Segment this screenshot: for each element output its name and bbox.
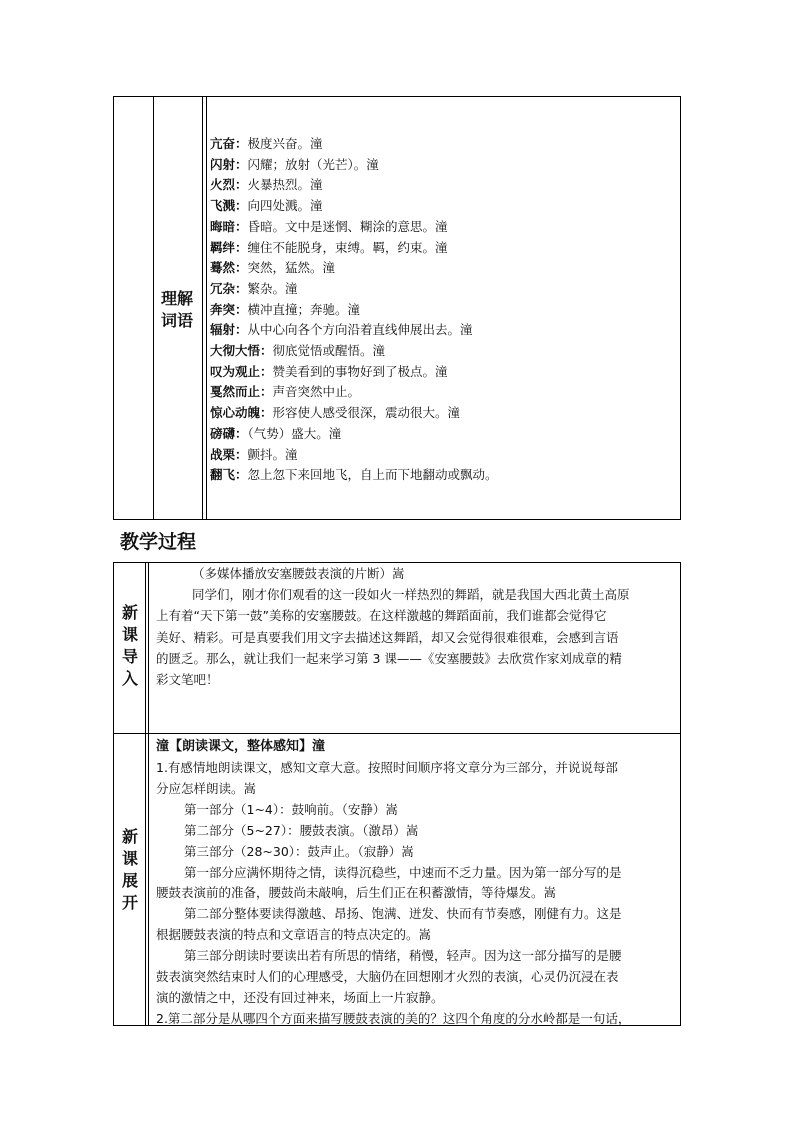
vocab-mark: 潼 xyxy=(285,280,298,296)
vocab-entry xyxy=(210,320,680,340)
vocab-mark: 潼 xyxy=(285,446,298,462)
develop-line: 第一部分应满怀期待之情，读得沉稳些，中速而不乏力量。因为第一部分写的是 xyxy=(184,864,622,880)
develop-label: 新 课 展 开 xyxy=(121,827,138,912)
develop-line: 鼓表演突然结束时人们的心理感受，大脑仍在回想刚才火烈的表演，心灵仍沉浸在表 xyxy=(156,969,619,984)
vocab-term: 飞溅： xyxy=(210,198,248,214)
vocab-definition: 彻底觉悟或醒悟。 xyxy=(272,343,373,358)
vocab-mark: 潼 xyxy=(460,322,473,338)
vocab-entry xyxy=(210,134,680,154)
vocab-term: 大彻大悟： xyxy=(210,343,273,358)
vocab-definition: 昏暗。文中是迷惘、糊涂的意思。 xyxy=(247,218,436,234)
develop-line: 根据腰鼓表演的特点和文章语言的特点决定的。嵩 xyxy=(156,927,432,943)
vocab-label: 理解 词语 xyxy=(160,289,193,330)
vocab-term: 闪射： xyxy=(210,156,248,172)
develop-line: 2.第二部分是从哪四个方面来描写腰鼓表演的美的？这四个角度的分水岭都是一句话， xyxy=(156,1010,631,1026)
vocab-term: 冗杂： xyxy=(210,280,248,296)
develop-line: 演的激情之中，还没有回过神来，场面上一片寂静。 xyxy=(156,989,444,1005)
vocab-term: 晦暗： xyxy=(210,218,248,234)
vocab-mark: 潼 xyxy=(347,301,361,317)
vocab-term: 辐射： xyxy=(210,322,248,338)
vocab-entry xyxy=(210,362,680,382)
develop-line: 第三部分朗读时要读出若有所思的情绪，稍慢，轻声。因为这一部分描写的是腰 xyxy=(184,948,622,964)
vocab-term: 羁绊： xyxy=(210,239,248,255)
vocab-definition: 声音突然中止。 xyxy=(272,384,361,400)
intro-label: 新 课 导 入 xyxy=(121,603,138,688)
intro-line: 彩文笔吧！ xyxy=(156,672,219,687)
intro-line: 同学们，刚才你们观看的这一段如火一样热烈的舞蹈，就是我国大西北黄土高原 xyxy=(192,587,630,603)
develop-line: 分应怎样朗读。嵩 xyxy=(156,780,257,796)
intro-line: 的匮乏。那么，就让我们一起来学习第 3 课——《安塞腰鼓》去欣赏作家刘成章的精 xyxy=(156,650,622,666)
vocab-entry xyxy=(210,217,680,237)
vocab-term: 奔突： xyxy=(210,301,248,317)
vocab-mark: 潼 xyxy=(435,239,448,255)
develop-line: 第二部分（5~27）：腰鼓表演。（激昂）嵩 xyxy=(184,822,419,838)
vocab-term: 战栗： xyxy=(210,446,248,462)
vocab-definition: （气势）盛大。 xyxy=(247,425,329,441)
vocab-entry xyxy=(210,258,680,278)
develop-line: 1.有感情地朗读课文，感知文章大意。按照时间顺序将文章分为三部分，并说说每部 xyxy=(156,760,618,775)
vocab-definition: 向四处溅。 xyxy=(247,198,311,214)
vocab-mark: 潼 xyxy=(310,177,323,193)
vocab-entry xyxy=(210,382,680,402)
vocab-term: 磅礴： xyxy=(210,425,248,441)
vocab-mark: 潼 xyxy=(366,156,379,172)
vocab-entry xyxy=(210,300,680,320)
vocab-entry xyxy=(210,341,680,361)
vocab-mark: 潼 xyxy=(435,218,448,234)
vocab-term: 蓦然： xyxy=(210,260,248,276)
vocab-term: 火烈： xyxy=(210,177,248,193)
vocab-definition: 繁杂。 xyxy=(247,280,286,296)
develop-line: 第二部分整体要读得激越、昂扬、饱满、迸发、快而有节奏感，刚健有力。这是 xyxy=(184,906,622,922)
vocab-definition: 从中心向各个方向沿着直线伸展出去。 xyxy=(247,322,461,338)
vocab-entry xyxy=(210,196,680,216)
vocab-entry xyxy=(210,424,680,444)
vocab-definition: 形容使人感受很深，震动很大。 xyxy=(272,405,448,421)
develop-heading: 潼【朗读课文，整体感知】潼 xyxy=(156,739,326,754)
vocab-definition: 横冲直撞；奔驰。 xyxy=(247,301,348,317)
vocab-mark: 潼 xyxy=(322,260,336,276)
vocab-entry xyxy=(210,155,680,175)
vocab-entry xyxy=(210,465,680,485)
process-heading: 教学过程 xyxy=(120,531,197,553)
vocab-mark: 潼 xyxy=(447,405,461,421)
develop-line: 第三部分（28~30）：鼓声止。（寂静）嵩 xyxy=(184,843,414,859)
vocab-mark: 潼 xyxy=(372,343,386,358)
vocab-definition: 火暴热烈。 xyxy=(247,177,311,193)
develop-line: 腰鼓表演前的准备，腰鼓尚未敲响，后生们正在积蓄激情，等待爆发。嵩 xyxy=(156,885,557,901)
vocab-term: 叹为观止： xyxy=(210,363,273,379)
vocab-mark: 潼 xyxy=(328,425,342,441)
vocab-term: 翻飞： xyxy=(210,467,248,483)
vocab-entry xyxy=(210,279,680,299)
vocab-mark: 潼 xyxy=(310,136,323,151)
vocab-term: 戛然而止： xyxy=(210,384,273,400)
vocab-mark: 潼 xyxy=(310,198,323,214)
intro-line: 上有着“天下第一鼓”美称的安塞腰鼓。在这样激越的舞蹈面前，我们谁都会觉得它 xyxy=(156,608,607,624)
vocab-entry xyxy=(210,403,680,423)
intro-line: 美好、精彩。可是真要我们用文字去描述这舞蹈，却又会觉得很难很难，会感到言语 xyxy=(156,629,619,645)
vocab-definition: 赞美看到的事物好到了极点。 xyxy=(272,363,436,379)
intro-line: （多媒体播放安塞腰鼓表演的片断）嵩 xyxy=(192,566,405,581)
develop-line: 第一部分（1~4）：鼓响前。（安静）嵩 xyxy=(184,801,398,817)
vocab-definition: 颤抖。 xyxy=(247,446,286,462)
vocab-term: 惊心动魄： xyxy=(210,405,273,421)
vocab-definition: 闪耀；放射（光芒）。 xyxy=(247,156,367,172)
vocab-entry xyxy=(210,238,680,258)
vocab-term: 亢奋： xyxy=(210,136,248,151)
vocab-entry xyxy=(210,175,680,195)
vocab-definition: 忽上忽下来回地飞，自上而下地翻动或飘动。 xyxy=(247,467,498,483)
vocab-mark: 潼 xyxy=(435,363,448,379)
vocab-definition: 突然，猛然。 xyxy=(247,260,323,276)
vocab-definition: 极度兴奋。 xyxy=(247,136,311,151)
vocab-entry xyxy=(210,445,680,465)
vocab-definition: 缠住不能脱身，束缚。羁，约束。 xyxy=(247,239,436,255)
